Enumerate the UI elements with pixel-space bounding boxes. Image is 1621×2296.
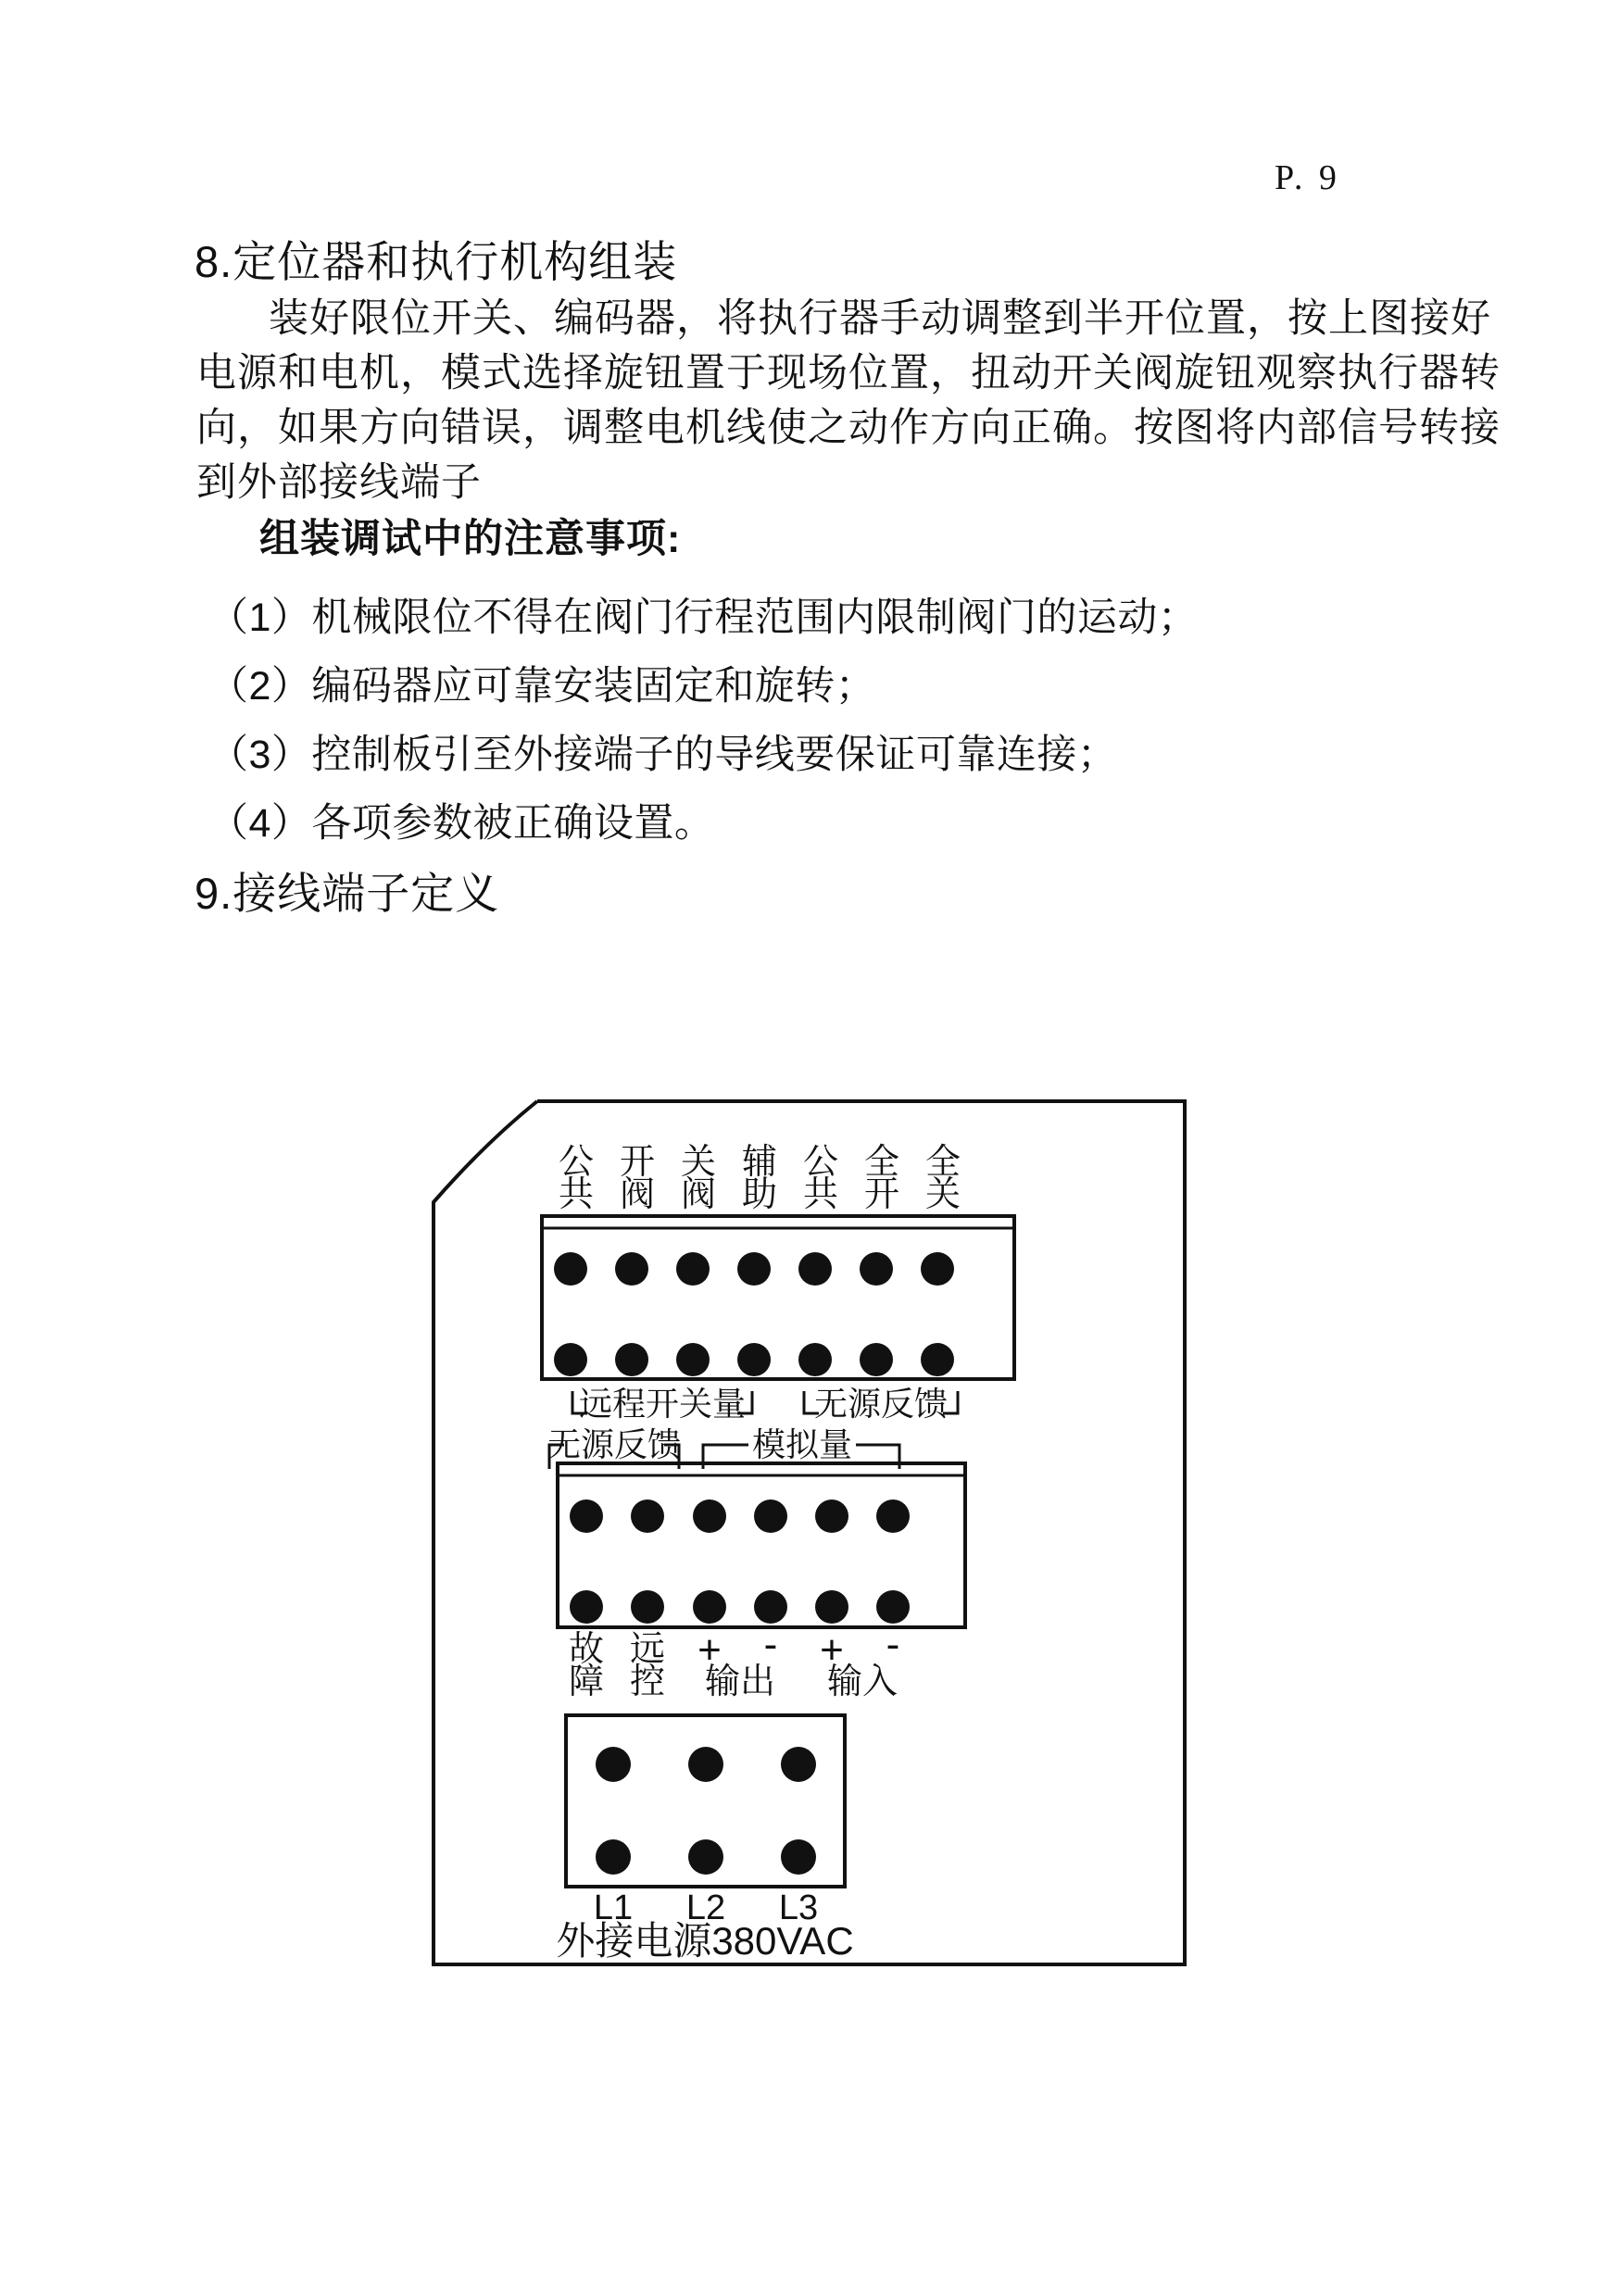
input-plus-sign: +	[820, 1627, 844, 1673]
terminal-dot	[676, 1252, 710, 1286]
output-plus-sign: +	[697, 1627, 722, 1673]
fault-label-bottom: 障	[568, 1662, 605, 1701]
notes-list	[208, 583, 1198, 858]
terminal-dot	[615, 1343, 648, 1376]
terminal-dot	[737, 1252, 771, 1286]
remote-label-bottom: 控	[629, 1662, 666, 1701]
phase-label-l3: L3	[778, 1888, 819, 1927]
terminal-dot	[921, 1343, 954, 1376]
terminal-dot	[554, 1252, 587, 1286]
terminal-block-2-labels	[569, 1622, 899, 1701]
terminal-label: 全	[924, 1143, 961, 1182]
bracket-left-arm-icon	[703, 1445, 748, 1469]
terminal-label: 公	[802, 1143, 839, 1182]
terminal-label: 开	[619, 1143, 656, 1182]
input-minus-sign: -	[886, 1622, 900, 1667]
terminal-dot	[876, 1499, 910, 1533]
notes-heading: 组装调试中的注意事项:	[259, 517, 682, 561]
terminal-label: 阀	[619, 1175, 656, 1214]
terminal-dot	[754, 1590, 787, 1624]
terminal-block-1-dots	[554, 1252, 954, 1376]
paragraph-line: 向，如果方向错误，调整电机线使之动作方向正确。按图将内部信号转接	[196, 406, 1501, 450]
group-label-passive-feedback: 无源反馈	[813, 1385, 949, 1423]
section8-heading: 8.定位器和执行机构组装	[195, 237, 678, 286]
terminal-dot	[596, 1747, 631, 1782]
list-item: （2）编码器应可靠安装固定和旋转；	[208, 664, 876, 709]
terminal-block-2	[558, 1463, 965, 1701]
group-label-remote-switch: 远程开关量	[578, 1385, 747, 1423]
terminal-label: 关	[680, 1143, 717, 1182]
terminal-dot	[781, 1747, 816, 1782]
terminal-wiring-diagram	[408, 1074, 1223, 2010]
terminal-block-3-dots	[596, 1747, 816, 1875]
terminal-dot	[754, 1499, 787, 1533]
terminal-label: 助	[741, 1175, 778, 1214]
list-item: （1）机械限位不得在阀门行程范围内限制阀门的运动；	[208, 596, 1199, 640]
terminal-dot	[921, 1252, 954, 1286]
terminal-dot	[615, 1252, 648, 1286]
phase-label-l1: L1	[593, 1888, 634, 1927]
terminal-label: 开	[863, 1175, 900, 1214]
terminal-dot	[688, 1839, 723, 1875]
terminal-label: 共	[802, 1175, 839, 1214]
terminal-dot	[798, 1252, 832, 1286]
terminal-dot	[688, 1747, 723, 1782]
terminal-dot	[737, 1343, 771, 1376]
output-minus-sign: -	[763, 1622, 778, 1667]
terminal-label: 共	[558, 1175, 595, 1214]
terminal-dot	[860, 1252, 893, 1286]
terminal-dot	[860, 1343, 893, 1376]
phase-label-l2: L2	[685, 1888, 726, 1927]
paragraph-line: 电源和电机，模式选择旋钮置于现场位置，扭动开关阀旋钮观察执行器转	[196, 351, 1501, 395]
paragraph-line: 到外部接线端子	[196, 460, 482, 505]
section8-paragraph	[196, 292, 1501, 510]
paragraph-line: 装好限位开关、编码器，将执行器手动调整到半开位置，按上图接好	[269, 296, 1491, 341]
terminal-dot	[570, 1499, 603, 1533]
terminal-block-2-dots	[570, 1499, 910, 1624]
terminal-dot	[781, 1839, 816, 1875]
section9-heading: 9.接线端子定义	[195, 869, 500, 918]
terminal-dot	[693, 1590, 726, 1624]
bracket-right-arm-icon	[856, 1445, 899, 1469]
terminal-block-1	[542, 1143, 1014, 1379]
group-passive-feedback-right	[804, 1385, 958, 1423]
terminal-label: 辅	[741, 1143, 778, 1182]
power-caption: 外接电源380VAC	[556, 1919, 854, 1963]
group-remote-switch	[572, 1385, 752, 1423]
input-label: 输入	[826, 1662, 898, 1701]
page-number: P. 9	[1275, 158, 1340, 197]
fault-label-top: 故	[568, 1630, 605, 1669]
output-label: 输出	[704, 1662, 776, 1701]
enclosure-outline	[434, 1101, 1185, 1964]
terminal-dot	[815, 1499, 848, 1533]
terminal-label: 阀	[680, 1175, 717, 1214]
list-item: （3）控制板引至外接端子的导线要保证可靠连接；	[208, 733, 1118, 777]
terminal-dot	[631, 1499, 664, 1533]
terminal-block-1-labels	[559, 1143, 961, 1214]
terminal-dot	[570, 1590, 603, 1624]
group-label-analog: 模拟量	[751, 1425, 853, 1463]
list-item: （4）各项参数被正确设置。	[208, 801, 715, 846]
terminal-dot	[676, 1343, 710, 1376]
terminal-dot	[596, 1839, 631, 1875]
terminal-block-3	[556, 1715, 853, 1963]
terminal-dot	[798, 1343, 832, 1376]
terminal-dot	[815, 1590, 848, 1624]
terminal-label: 关	[924, 1175, 961, 1214]
remote-label-top: 远	[629, 1630, 666, 1669]
terminal-label: 公	[558, 1143, 595, 1182]
terminal-dot	[554, 1343, 587, 1376]
terminal-label: 全	[863, 1143, 900, 1182]
terminal-dot	[631, 1590, 664, 1624]
terminal-dot	[876, 1590, 910, 1624]
terminal-dot	[693, 1499, 726, 1533]
group-label-passive-feedback: 无源反馈	[547, 1425, 682, 1463]
